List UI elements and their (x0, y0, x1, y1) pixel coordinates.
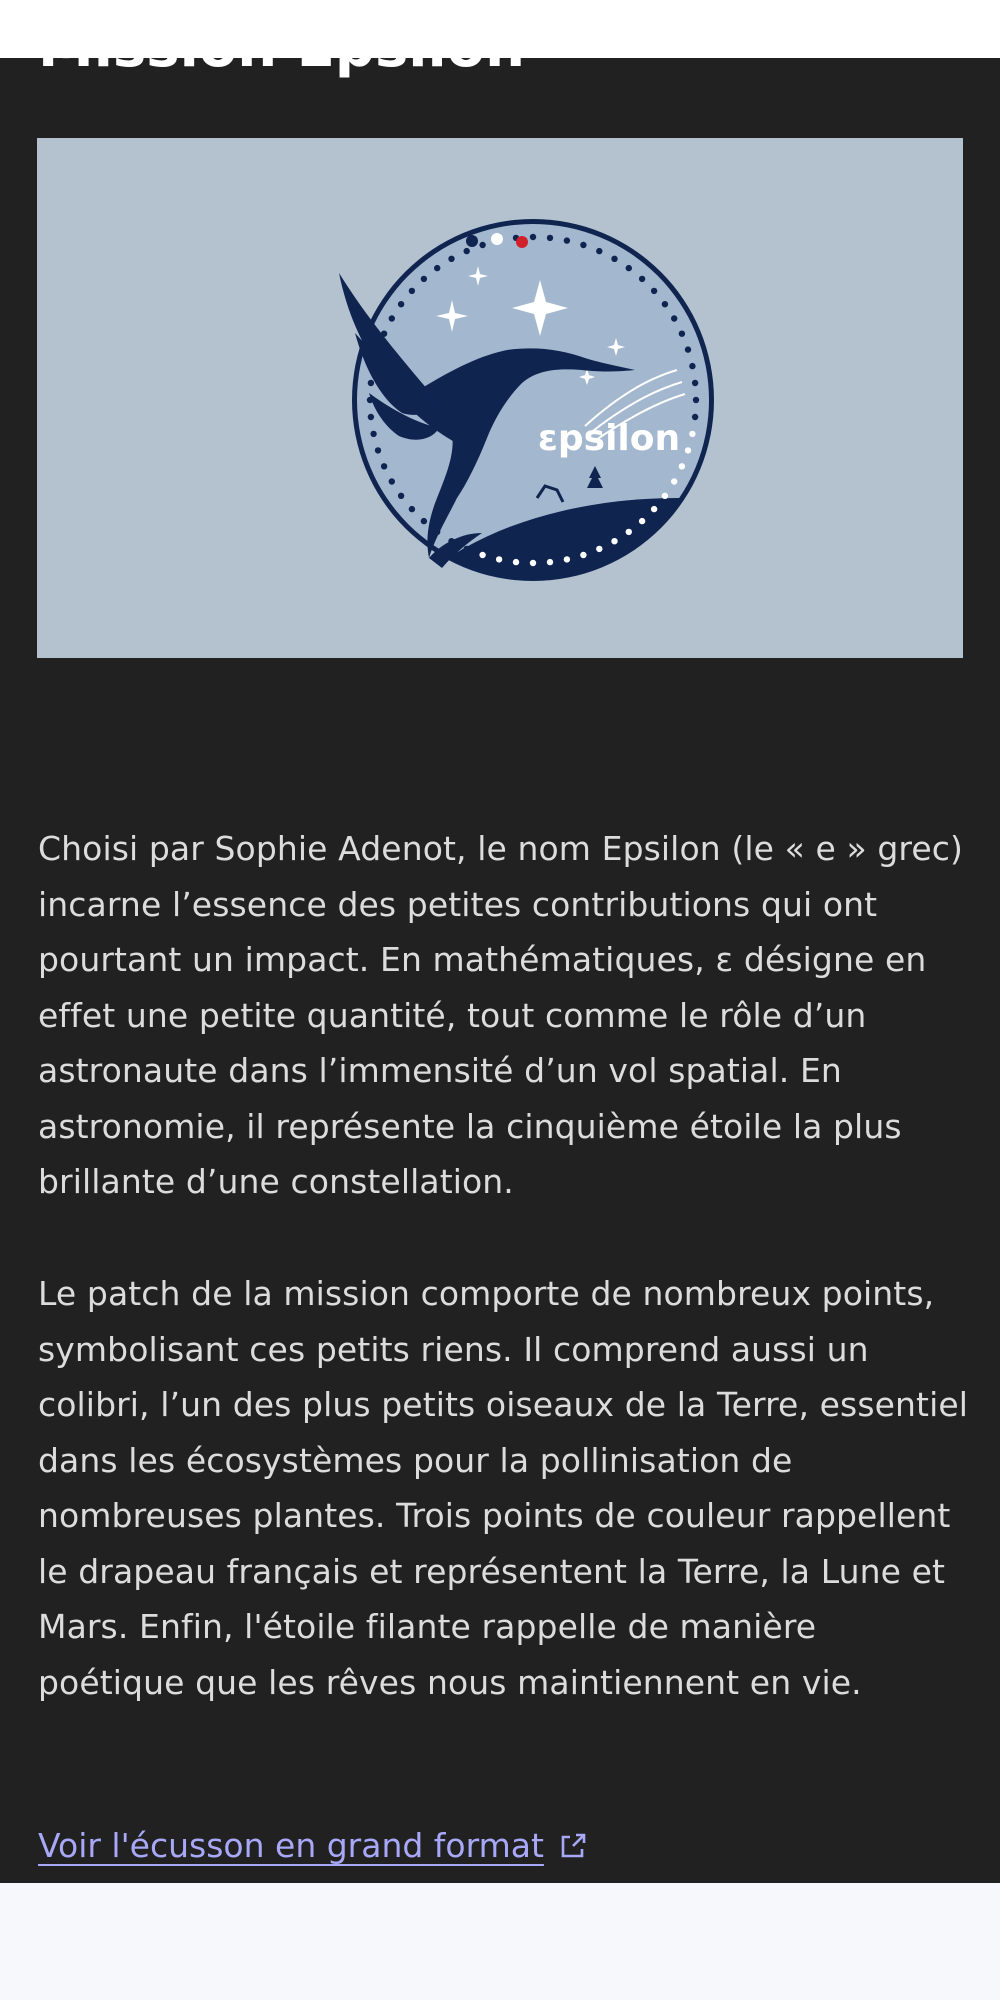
patch-ring-dot (580, 552, 586, 558)
patch-ring-dot (626, 529, 632, 535)
patch-ring-dot (389, 478, 395, 484)
patch-ring-dot (496, 556, 502, 562)
top-bar (0, 0, 1000, 58)
patch-ring-dot (564, 556, 570, 562)
description-paragraph-2: Le patch de la mission comporte de nombreux points, symbolisant ces petits riens. Il comprend aussi un colibri, l’un des plus petits oiseaux de la Terre, essentiel dans les écosystèmes pour la pollinisation de nombreuses plantes. Trois points de couleur rappellent le drapeau français et représentent la Terre, la Lune et Mars. Enfin, l'étoile filante rappelle de manière poétique que les rêves nous maintiennent en vie. (38, 1274, 969, 1702)
patch-ring-dot (689, 431, 695, 437)
patch-ring-dot (626, 265, 632, 271)
patch-ring-dot (368, 380, 374, 386)
patch-ring-dot (389, 315, 395, 321)
mars-dot (516, 236, 528, 248)
patch-ring-dot (479, 552, 485, 558)
patch-ring-dot (651, 288, 657, 294)
patch-ring-dot (679, 331, 685, 337)
patch-ring-dot (370, 431, 376, 437)
patch-ring-dot (611, 538, 617, 544)
patch-ring-dot (639, 276, 645, 282)
patch-ring-dot (692, 414, 698, 420)
patch-ring-dot (611, 256, 617, 262)
patch-ring-dot (689, 363, 695, 369)
link-label: Voir l'écusson en grand format (38, 1826, 544, 1865)
patch-ring-dot (596, 546, 602, 552)
patch-ring-dot (409, 288, 415, 294)
moon-dot (491, 233, 503, 245)
patch-ring-dot (662, 493, 668, 499)
patch-ring-dot (679, 463, 685, 469)
view-patch-large-link[interactable] (38, 1824, 588, 1872)
external-link-icon (558, 1828, 588, 1872)
patch-ring-dot (530, 234, 536, 240)
patch-ring-dot (464, 546, 470, 552)
patch-logo-text: εpsilon (537, 418, 681, 459)
patch-ring-dot (448, 256, 454, 262)
patch-ring-dot (530, 560, 536, 566)
patch-ring-dot (564, 237, 570, 243)
patch-ring-dot (671, 315, 677, 321)
patch-ring-dot (671, 478, 677, 484)
patch-ring-dot (409, 506, 415, 512)
content-section (0, 58, 1000, 1883)
patch-ring-dot (685, 447, 691, 453)
patch-ring-dot (464, 248, 470, 254)
patch-ring-dot (513, 559, 519, 565)
patch-ring-dot (685, 346, 691, 352)
patch-ring-dot (596, 248, 602, 254)
description-paragraph-1: Choisi par Sophie Adenot, le nom Epsilon (le « e » grec) incarne l’essence des petites contributions qui ont pourtant un impact. En mathématiques, ε désigne en effet une petite quantité, tout comme le rôle d’un astronaute dans l’immensité d’un vol spatial. En astronomie, il représente la cinquième étoile la plus brillante d’une constellation. (38, 829, 963, 1201)
patch-ring-dot (421, 276, 427, 282)
patch-ring-dot (375, 447, 381, 453)
mission-patch-image (37, 138, 963, 658)
patch-ring-dot (398, 493, 404, 499)
patch-ring-dot (434, 265, 440, 271)
patch-ring-dot (662, 301, 668, 307)
patch-ring-dot (381, 463, 387, 469)
patch-ring-dot (693, 397, 699, 403)
patch-ring-dot (547, 559, 553, 565)
patch-ring-dot (479, 242, 485, 248)
patch-ring-dot (651, 506, 657, 512)
patch-ring-dot (398, 301, 404, 307)
patch-ring-dot (368, 414, 374, 420)
footer-area (0, 1883, 1000, 2000)
patch-ring-dot (639, 518, 645, 524)
patch-ring-dot (580, 242, 586, 248)
epsilon-patch-emblem (37, 138, 963, 658)
patch-ring-dot (692, 380, 698, 386)
patch-ring-dot (547, 235, 553, 241)
patch-ring-dot (421, 518, 427, 524)
earth-dot (466, 235, 478, 247)
